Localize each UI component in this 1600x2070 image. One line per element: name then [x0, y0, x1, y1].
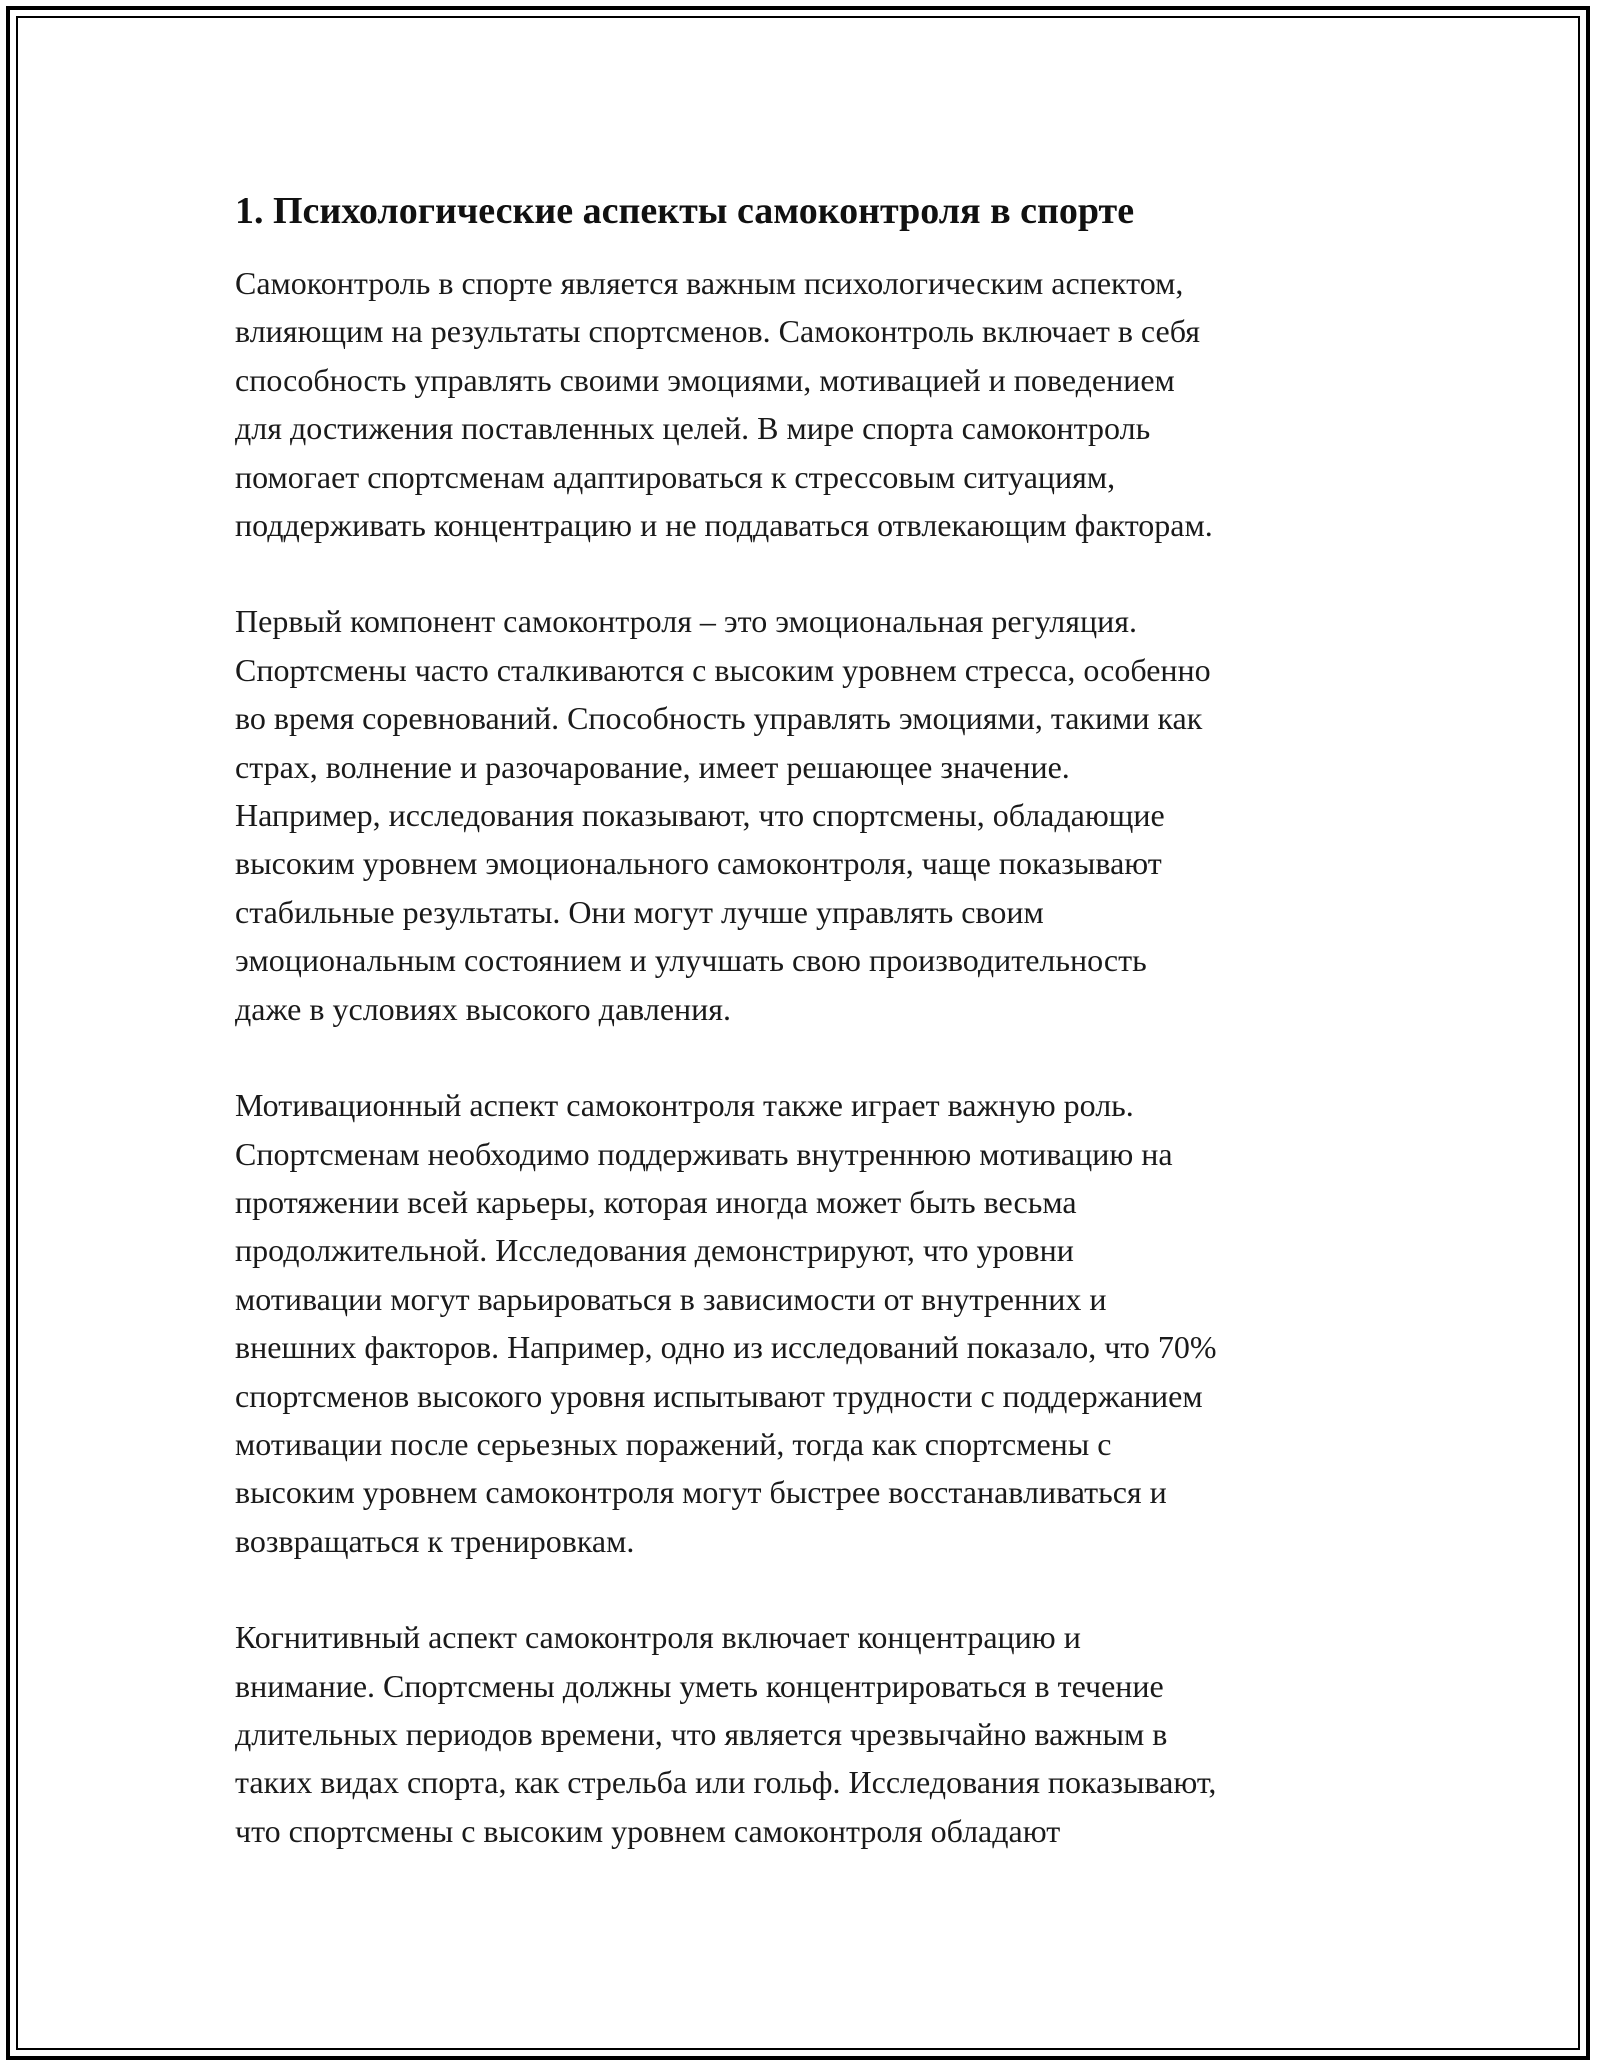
- paragraph-emotional-regulation: Первый компонент самоконтроля – это эмоциональная регуляция. Спортсмены часто сталкиваются с высоким уровнем стресса, особенно во время соревнований. Способность управлять эмоциями, такими как страх, волнение и разочарование, имеет решающее значение. Например, исследования показывают, что спортсмены, обладающие высоким уровнем эмоционального самоконтроля, чаще показывают стабильные результаты. Они могут лучше управлять своим эмоциональным состоянием и улучшать свою производительность даже в условиях высокого давления.: [235, 603, 1211, 1027]
- document-body: [235, 185, 1385, 1903]
- paragraph-intro: Самоконтроль в спорте является важным психологическим аспектом, влияющим на результаты спортсменов. Самоконтроль включает в себя способность управлять своими эмоциями, мотивацией и поведением для достижения поставленных целей. В мире спорта самоконтроль помогает спортсменам адаптироваться к стрессовым ситуациям, поддерживать концентрацию и не поддаваться отвлекающим факторам.: [235, 265, 1213, 544]
- paragraph-motivation: Мотивационный аспект самоконтроля также играет важную роль. Спортсменам необходимо поддерживать внутреннюю мотивацию на протяжении всей карьеры, которая иногда может быть весьма продолжительной. Исследования демонстрируют, что уровни мотивации могут варьироваться в зависимости от внутренних и внешних факторов. Например, одно из исследований показало, что 70% спортсменов высокого уровня испытывают трудности с поддержанием мотивации после серьезных поражений, тогда как спортсмены с высоким уровнем самоконтроля могут быстрее восстанавливаться и возвращаться к тренировкам.: [235, 1087, 1217, 1559]
- paragraph-cognitive: Когнитивный аспект самоконтроля включает концентрацию и внимание. Спортсмены должны уметь концентрироваться в течение длительных периодов времени, что является чрезвычайно важным в таких видах спорта, как стрельба или гольф. Исследования показывают, что спортсмены с высоким уровнем самоконтроля обладают: [235, 1619, 1217, 1849]
- section-heading: 1. Психологические аспекты самоконтроля в спорте: [235, 190, 1135, 232]
